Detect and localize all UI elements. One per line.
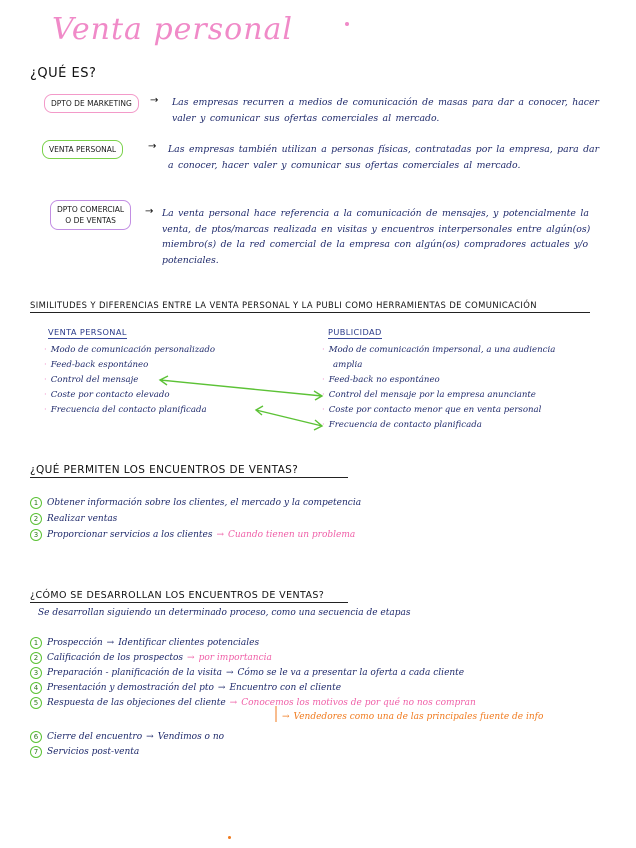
list-item: · Frecuencia del contacto planificada — [44, 405, 207, 415]
arrow-icon: → — [216, 530, 224, 540]
col-title-publicidad: PUBLICIDAD — [328, 327, 382, 337]
arrow-icon: → — [146, 732, 154, 742]
list-item: amplia — [333, 360, 363, 370]
arrow-icon: → — [145, 206, 154, 217]
tag-line: O DE VENTAS — [65, 216, 116, 225]
list-item: · Feed-back no espontáneo — [322, 375, 440, 385]
list-item: · Modo de comunicación personalizado — [44, 345, 216, 355]
arrow-icon: → — [106, 638, 115, 648]
arrow-icon: → — [150, 95, 159, 106]
list-item: 6 Cierre del encuentro → Vendimos o no — [30, 730, 543, 744]
tag-dpto-marketing: DPTO DE MARKETING — [44, 94, 139, 113]
arrow-icon: → — [282, 712, 290, 722]
page-title: Venta personal — [52, 12, 294, 47]
list-item: 7 Servicios post-venta — [30, 745, 543, 759]
col-title-venta-personal: VENTA PERSONAL — [48, 327, 127, 337]
arrow-icon: → — [148, 141, 157, 152]
tag-venta-personal: VENTA PERSONAL — [42, 140, 123, 159]
tag-line: DPTO COMERCIAL — [57, 205, 125, 214]
paragraph-dpto-comercial: La venta personal hace referencia a la comunicación de mensajes, y potencialmente la venta, de ptos/marcas realizada en visitas y encuentros interpersonales entre algún(os) miembro(s) de la red comercial de la empresa con algún(os) compradores actuales y/o potenciales. — [162, 208, 591, 266]
list-item: 3 Preparación - planificación de la visita → Cómo se le va a presentar la oferta a cada cliente — [30, 666, 543, 680]
list-item: 4 Presentación y demostración del pto → Encuentro con el cliente — [30, 681, 543, 695]
list-item: · Feed-back espontáneo — [44, 360, 149, 370]
heading-permiten: ¿QUÉ PERMITEN LOS ENCUENTROS DE VENTAS? — [30, 464, 299, 476]
decorative-dot — [228, 836, 231, 839]
heading-similitudes: SIMILITUDES Y DIFERENCIAS ENTRE LA VENTA PERSONAL Y LA PUBLI COMO HERRAMIENTAS DE COMUNICACIÓN — [30, 300, 537, 310]
list-item: 2 Realizar ventas — [30, 512, 361, 526]
list-item: 2 Calificación de los prospectos → por importancia — [30, 651, 543, 665]
list-item-sub: → Vendedores como una de las principales fuente de info — [282, 712, 544, 722]
arrow-icon: → — [229, 698, 238, 708]
list-item: · Control del mensaje por la empresa anunciante — [322, 390, 536, 400]
list-item: · Frecuencia de contacto planificada — [322, 420, 482, 430]
list-item: · Modo de comunicación impersonal, a una audiencia — [322, 345, 556, 355]
heading-que-es: ¿QUÉ ES? — [30, 66, 97, 81]
list-item: 3 Proporcionar servicios a los clientes → Cuando tienen un problema — [30, 528, 361, 542]
paragraph-venta-personal: Las empresas también utilizan a personas físicas, contratadas por la empresa, para dar a conocer, hacer valer y comunicar sus ofertas comerciales al mercado. — [168, 144, 600, 171]
list-item: 1 Prospección → Identificar clientes potenciales — [30, 636, 543, 650]
heading-desarrollan: ¿CÓMO SE DESARROLLAN LOS ENCUENTROS DE VENTAS? — [30, 590, 325, 601]
list-item: · Coste por contacto elevado — [44, 390, 170, 400]
list-item: 1 Obtener información sobre los clientes, el mercado y la competencia — [30, 496, 361, 510]
list-item: · Control del mensaje — [44, 375, 139, 385]
arrow-icon: → — [187, 653, 195, 663]
paragraph-marketing: Las empresas recurren a medios de comunicación de masas para dar a conocer, hacer valer y comunicar sus ofertas comerciales al mercado. — [172, 97, 599, 124]
arrow-icon: → — [225, 668, 234, 678]
list-item: · Coste por contacto menor que en venta personal — [322, 405, 542, 415]
intro-text: Se desarrollan siguiendo un determinado proceso, como una secuencia de etapas — [38, 608, 411, 618]
arrow-icon: → — [217, 683, 226, 693]
list-item: 5 Respuesta de las objeciones del cliente → Conocemos los motivos de por qué no nos compran — [30, 696, 543, 710]
